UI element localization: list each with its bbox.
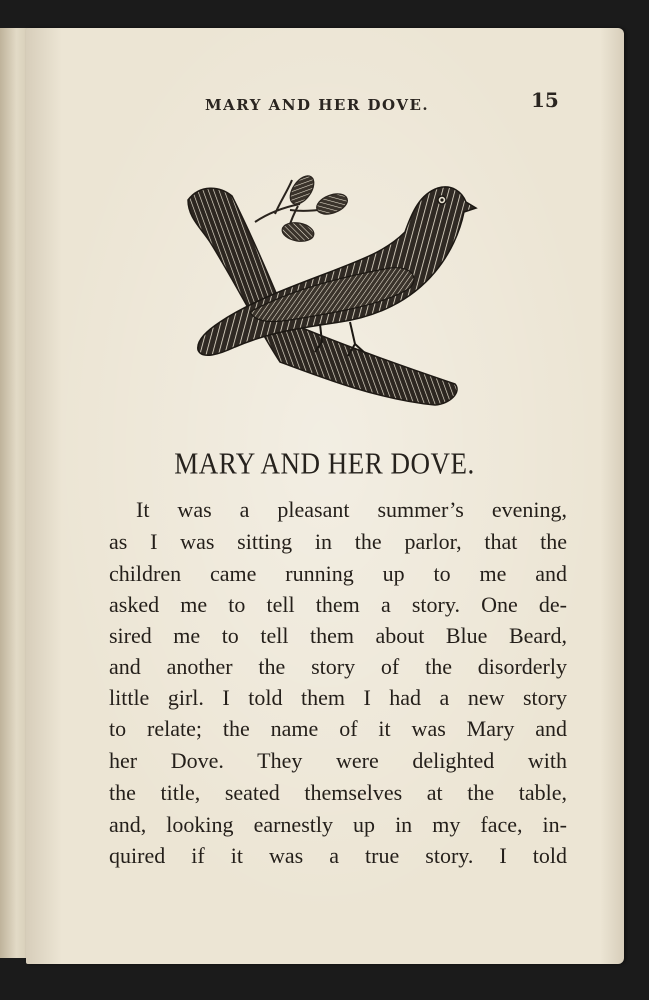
- body-line: and another the story of the disorderly: [109, 654, 567, 679]
- running-header: MARY AND HER DOVE.: [205, 96, 430, 114]
- body-line: sired me to tell them about Blue Beard,: [109, 623, 567, 648]
- story-title: MARY AND HER DOVE.: [174, 445, 475, 481]
- body-line: to relate; the name of it was Mary and: [109, 716, 567, 741]
- body-line: little girl. I told them I had a new story: [109, 685, 567, 710]
- body-line: It was a pleasant summer’s evening,: [136, 497, 567, 522]
- body-line: and, looking earnestly up in my face, in-: [109, 812, 567, 837]
- body-line: the title, seated themselves at the table,: [109, 780, 567, 805]
- body-line: asked me to tell them a story. One de-: [109, 592, 567, 617]
- body-line: as I was sitting in the parlor, that the: [109, 529, 567, 554]
- body-line: her Dove. They were delighted with: [109, 748, 567, 773]
- body-line: quired if it was a true story. I told: [109, 843, 567, 868]
- dove-on-branch-icon: [180, 172, 480, 417]
- page-number: 15: [531, 88, 559, 112]
- body-line: children came running up to me and: [109, 561, 567, 586]
